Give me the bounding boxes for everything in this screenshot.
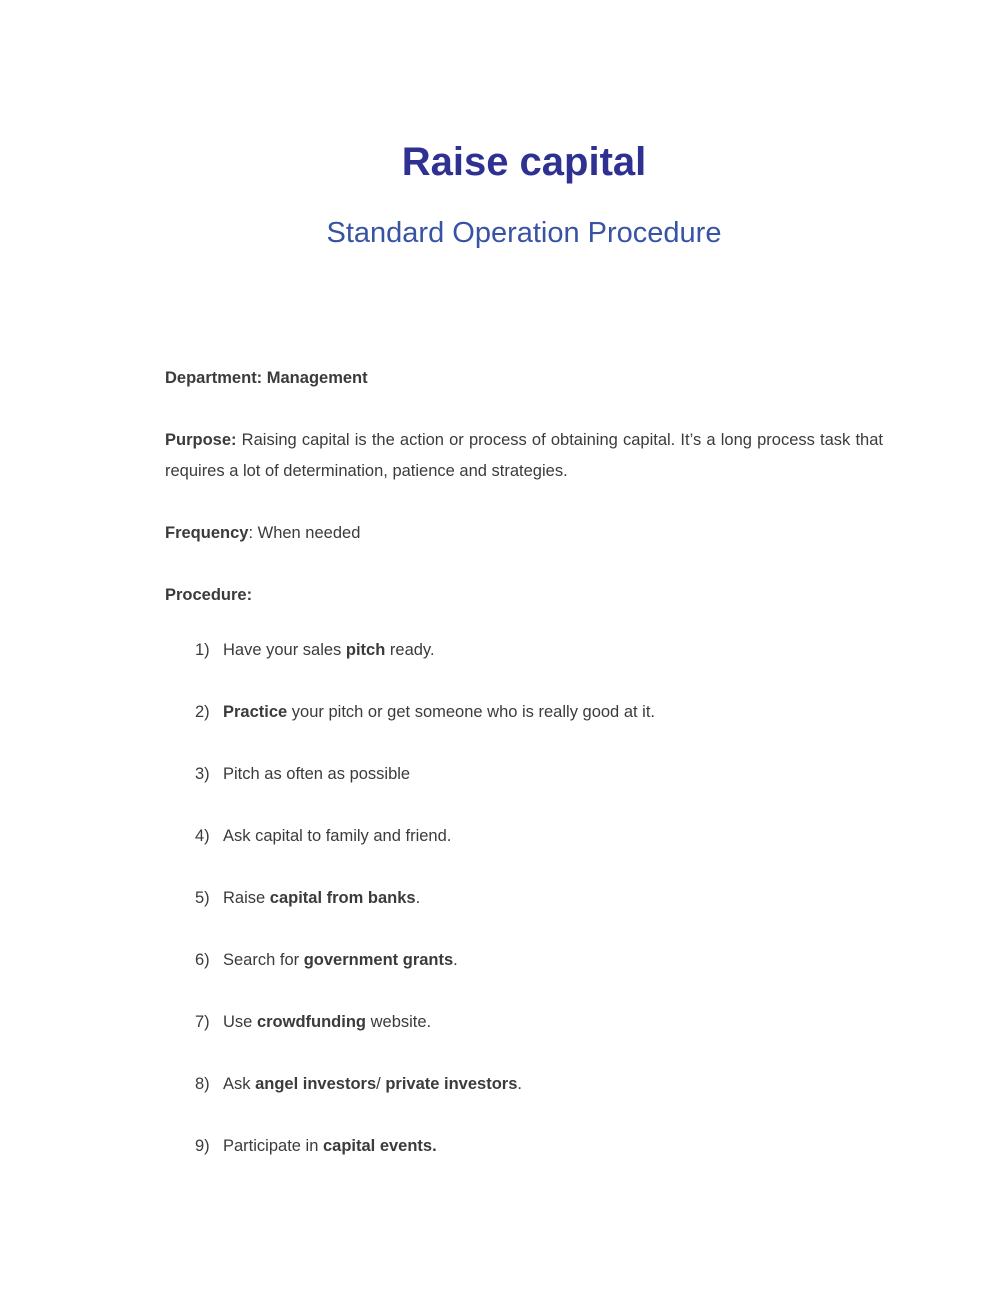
procedure-list bbox=[165, 641, 883, 1156]
document-title: Raise capital bbox=[401, 140, 647, 184]
purpose-text: Raising capital is the action or process of obtaining capital. It’s a long process task that requires a lot of determination, patience and strategies. bbox=[165, 430, 883, 480]
item-text-bold-segment: capital from banks bbox=[269, 888, 416, 907]
item-text-segment: Pitch as often as possible bbox=[223, 764, 411, 783]
item-text-bold-segment: crowdfunding bbox=[256, 1012, 367, 1031]
item-text-segment: . bbox=[517, 1074, 522, 1093]
item-text-segment: ready. bbox=[385, 640, 435, 659]
procedure-item bbox=[165, 765, 883, 784]
item-number: 7) bbox=[195, 1012, 210, 1031]
item-text bbox=[223, 889, 420, 908]
item-text-segment: Participate in bbox=[223, 1136, 323, 1155]
item-text-segment: website. bbox=[366, 1012, 432, 1031]
item-number: 5) bbox=[195, 888, 210, 907]
item-text bbox=[223, 703, 655, 722]
item-number: 1) bbox=[195, 640, 210, 659]
procedure-heading bbox=[165, 580, 883, 611]
item-text-segment: Ask capital to family and friend. bbox=[223, 826, 452, 845]
procedure-item bbox=[165, 1075, 883, 1094]
procedure-label: Procedure: bbox=[165, 585, 253, 604]
item-text-bold-segment: angel investors bbox=[255, 1074, 377, 1093]
item-text bbox=[223, 827, 451, 846]
item-text-segment: Search for bbox=[223, 950, 304, 969]
procedure-item bbox=[165, 703, 883, 722]
item-number: 3) bbox=[195, 764, 210, 783]
item-text-segment: Raise bbox=[223, 888, 270, 907]
department-line bbox=[165, 363, 883, 394]
item-number: 4) bbox=[195, 826, 210, 845]
procedure-item bbox=[165, 827, 883, 846]
item-text bbox=[223, 641, 435, 660]
procedure-item bbox=[165, 1137, 883, 1156]
item-text bbox=[223, 1013, 431, 1032]
item-text bbox=[223, 951, 458, 970]
procedure-item bbox=[165, 641, 883, 660]
frequency-line bbox=[165, 518, 883, 549]
department-label: Department: Management bbox=[165, 368, 368, 387]
item-number: 6) bbox=[195, 950, 210, 969]
item-number: 2) bbox=[195, 702, 210, 721]
item-text-segment: Ask bbox=[223, 1074, 256, 1093]
item-number: 9) bbox=[195, 1136, 210, 1155]
item-text-segment: / bbox=[376, 1074, 386, 1093]
item-text-segment: Have your sales bbox=[223, 640, 346, 659]
frequency-text: : When needed bbox=[248, 523, 361, 542]
frequency-label: Frequency bbox=[165, 523, 249, 542]
procedure-item bbox=[165, 1013, 883, 1032]
item-text-bold-segment: Practice bbox=[223, 702, 288, 721]
procedure-item bbox=[165, 951, 883, 970]
item-text-segment: your pitch or get someone who is really good at it. bbox=[287, 702, 655, 721]
purpose-label: Purpose: bbox=[165, 430, 237, 449]
item-text-bold-segment: private investors bbox=[385, 1074, 518, 1093]
item-text bbox=[223, 1137, 437, 1156]
item-text bbox=[223, 765, 410, 784]
item-text bbox=[223, 1075, 522, 1094]
item-text-bold-segment: pitch bbox=[345, 640, 386, 659]
procedure-item bbox=[165, 889, 883, 908]
item-text-bold-segment: capital events. bbox=[322, 1136, 437, 1155]
item-text-bold-segment: government grants bbox=[303, 950, 454, 969]
item-number: 8) bbox=[195, 1074, 210, 1093]
item-text-segment: Use bbox=[223, 1012, 257, 1031]
document-subtitle: Standard Operation Procedure bbox=[326, 217, 722, 249]
item-text-segment: . bbox=[415, 888, 421, 907]
purpose-paragraph bbox=[165, 425, 883, 487]
item-text-segment: . bbox=[453, 950, 458, 969]
